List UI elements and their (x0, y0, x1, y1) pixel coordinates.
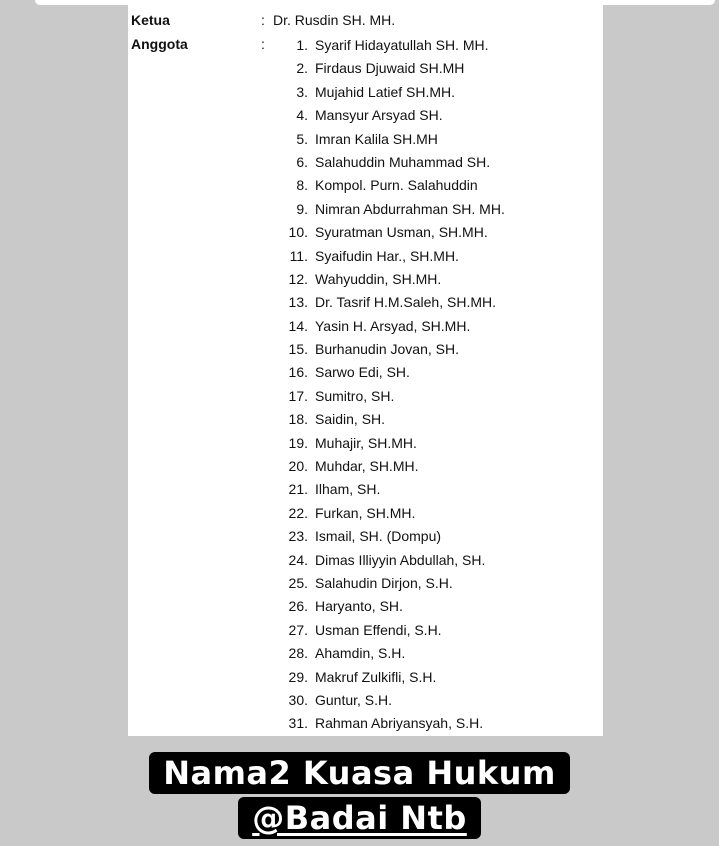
member-number: 13. (288, 294, 308, 311)
member-number: 1. (296, 37, 308, 53)
member-name: Mujahid Latief SH.MH. (315, 83, 456, 100)
member-number: 14. (288, 317, 308, 334)
member-name: Ismail, SH. (Dompu) (315, 528, 442, 545)
member-name: Makruf Zulkifli, S.H. (315, 668, 437, 685)
list-item (278, 176, 505, 199)
member-name: Muhajir, SH.MH. (315, 434, 417, 451)
member-number: 20. (288, 458, 308, 475)
member-name: Haryanto, SH. (315, 598, 403, 615)
anggota-colon: : (261, 36, 265, 52)
member-name: Syaifudin Har., SH.MH. (315, 247, 459, 264)
member-number: 30. (288, 691, 308, 708)
list-item (278, 36, 505, 59)
list-item (278, 527, 505, 550)
member-number: 18. (288, 411, 308, 428)
member-number: 6. (296, 153, 308, 170)
anggota-label: Anggota (131, 36, 188, 52)
list-item (278, 200, 505, 223)
member-number: 12. (288, 270, 308, 287)
member-number: 24. (288, 551, 308, 568)
caption-line-2-wrap (0, 797, 719, 839)
member-name: Burhanudin Jovan, SH. (315, 341, 459, 358)
list-item (278, 621, 505, 644)
caption-handle: @Badai Ntb (238, 797, 481, 839)
list-item (278, 153, 505, 176)
member-name: Dimas Illiyyin Abdullah, SH. (315, 551, 486, 568)
list-item (278, 317, 505, 340)
member-name: Furkan, SH.MH. (315, 504, 416, 521)
member-name: Guntur, S.H. (315, 691, 393, 708)
member-name: Salahuddin Muhammad SH. (315, 153, 491, 170)
member-name: Muhdar, SH.MH. (315, 458, 419, 475)
member-number: 29. (288, 668, 308, 685)
member-number: 9. (296, 200, 308, 217)
member-name: Dr. Tasrif H.M.Saleh, SH.MH. (315, 294, 497, 311)
ketua-colon: : (261, 12, 265, 28)
member-name: Salahudin Dirjon, S.H. (315, 574, 453, 591)
list-item (278, 340, 505, 363)
caption-title: Nama2 Kuasa Hukum (149, 752, 570, 794)
member-name: Sumitro, SH. (315, 387, 395, 404)
document-page (128, 0, 603, 736)
member-name: Sarwo Edi, SH. (315, 364, 410, 381)
list-item (278, 551, 505, 574)
member-number: 15. (288, 341, 308, 358)
member-name: Wahyuddin, SH.MH. (315, 270, 442, 287)
member-number: 8. (296, 177, 308, 194)
member-number: 27. (288, 621, 308, 638)
member-number: 5. (296, 130, 308, 147)
member-name: Nimran Abdurrahman SH. MH. (315, 200, 505, 217)
list-item (278, 410, 505, 433)
list-item (278, 434, 505, 457)
list-item (278, 644, 505, 667)
member-name: Mansyur Arsyad SH. (315, 107, 443, 124)
list-item (278, 59, 505, 82)
list-item (278, 504, 505, 527)
member-name: Saidin, SH. (315, 411, 386, 428)
list-item (278, 480, 505, 503)
list-item (278, 106, 505, 129)
member-name: Ilham, SH. (315, 481, 381, 498)
list-item (278, 457, 505, 480)
member-number: 28. (288, 645, 308, 662)
member-name: Imran Kalila SH.MH (315, 130, 438, 147)
ketua-label: Ketua (131, 12, 170, 28)
list-item (278, 714, 505, 737)
member-number: 23. (288, 528, 308, 545)
member-number: 11. (289, 247, 308, 264)
member-name: Yasin H. Arsyad, SH.MH. (315, 317, 471, 334)
member-number: 26. (288, 598, 308, 615)
member-number: 16. (288, 364, 308, 381)
list-item (278, 574, 505, 597)
member-name: Kompol. Purn. Salahuddin (315, 177, 478, 194)
list-item (278, 293, 505, 316)
member-name: Rahman Abriyansyah, S.H. (315, 715, 484, 732)
list-item (278, 247, 505, 270)
member-name: Ahamdin, S.H. (315, 645, 406, 662)
member-number: 4. (296, 107, 308, 124)
member-number: 10. (288, 224, 308, 241)
member-number: 19. (288, 434, 308, 451)
list-item (278, 363, 505, 386)
member-name: Syarif Hidayatullah SH. MH. (315, 37, 489, 53)
member-name: Usman Effendi, S.H. (315, 621, 442, 638)
caption-line-1-wrap (0, 752, 719, 794)
member-number: 3. (296, 83, 308, 100)
list-item (278, 223, 505, 246)
list-item (278, 83, 505, 106)
ketua-name: Dr. Rusdin SH. MH. (273, 12, 396, 28)
member-number: 22. (288, 504, 308, 521)
member-number: 31. (288, 715, 308, 732)
member-name: Firdaus Djuwaid SH.MH (315, 60, 465, 77)
members-list (278, 36, 505, 738)
list-item (278, 270, 505, 293)
list-item (278, 691, 505, 714)
list-item (278, 387, 505, 410)
list-item (278, 130, 505, 153)
member-name: Syuratman Usman, SH.MH. (315, 224, 488, 241)
member-number: 21. (288, 481, 308, 498)
list-item (278, 597, 505, 620)
member-number: 17. (288, 387, 308, 404)
member-number: 25. (288, 574, 308, 591)
member-number: 2. (296, 60, 308, 77)
list-item (278, 668, 505, 691)
